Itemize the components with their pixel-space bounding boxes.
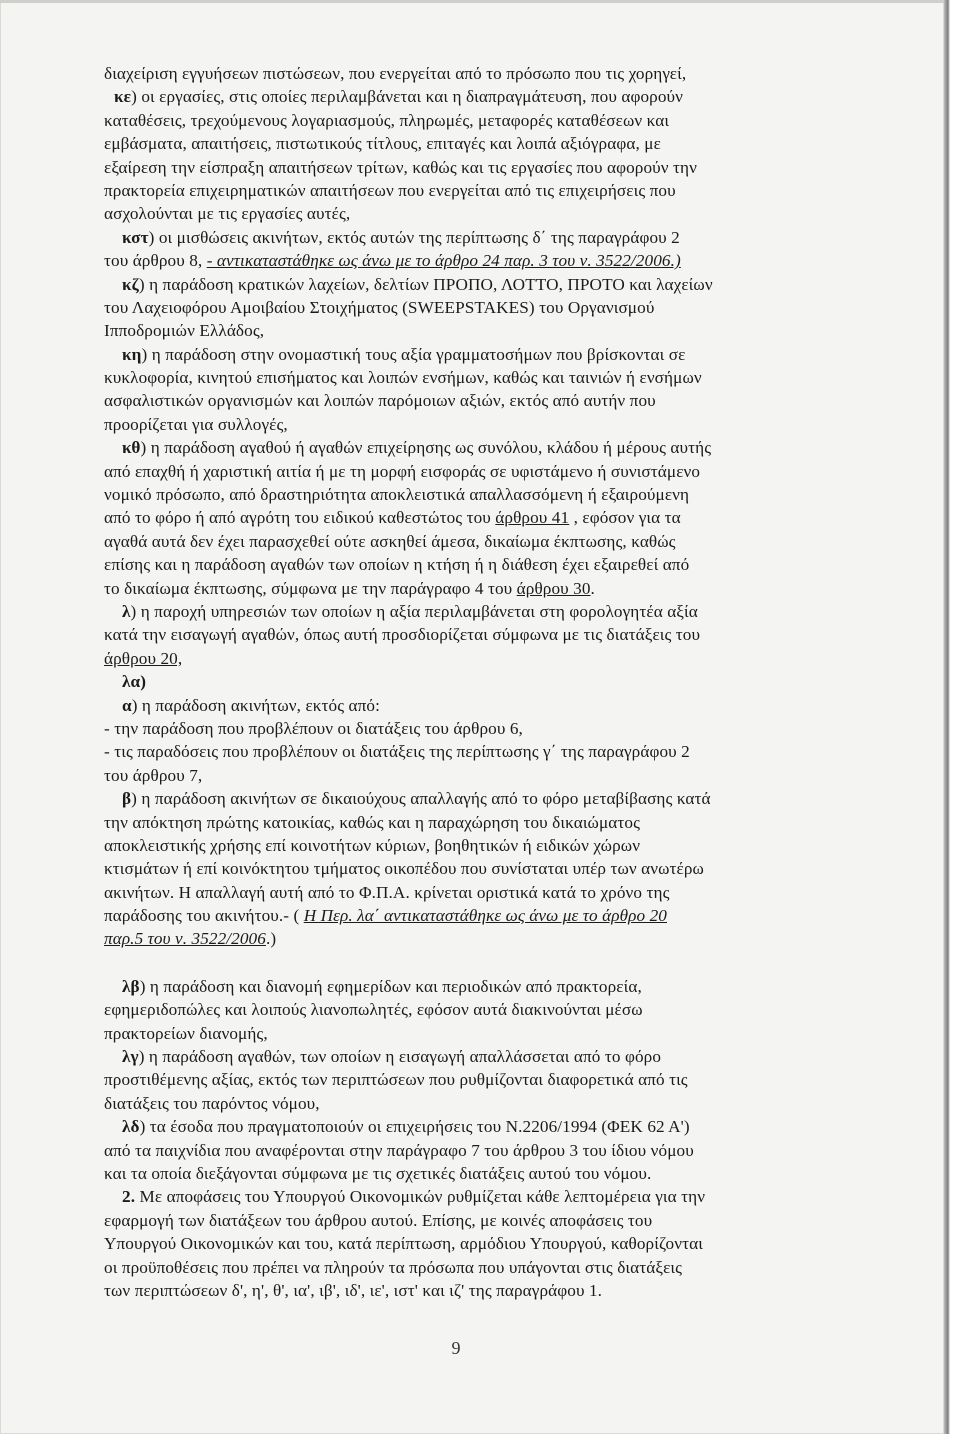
text-line [104, 951, 804, 975]
line-text: παράδοσης του ακινήτου.- ( [104, 906, 304, 926]
text-line [104, 1279, 804, 1302]
text-line [104, 249, 804, 272]
text-line [104, 647, 804, 670]
text-line [104, 389, 804, 412]
line-text: - την παράδοση που προβλέπουν οι διατάξεις του άρθρου 6, [104, 718, 523, 738]
scan-top-edge [0, 0, 944, 3]
text-line [104, 366, 804, 389]
text-line [104, 577, 804, 600]
line-text: ) η παράδοση και διανομή εφημερίδων και περιοδικών από πρακτορεία, [139, 976, 642, 996]
line-text: και τα οποία διεξάγονται σύμφωνα με τις σχετικές διατάξεις αυτού του νόμου. [104, 1163, 652, 1183]
line-label: β [122, 789, 132, 809]
line-text-tail: .) [265, 929, 277, 949]
line-text: ακινήτων. Η απαλλαγή αυτή από το Φ.Π.Α. κρίνεται οριστικά κατά το χρόνο της [104, 882, 670, 902]
line-text: κυκλοφορία, κινητού επισήματος και λοιπών ενσήμων, καθώς και ταινιών ή ενσήμων [104, 368, 702, 388]
text-line [104, 202, 804, 225]
text-line [104, 811, 804, 834]
line-text: επίσης και η παράδοση αγαθών των οποίων η κτήση ή η διάθεση έχει εξαιρεθεί από [104, 555, 690, 575]
text-line [104, 717, 804, 740]
line-text: του Λαχειοφόρου Αμοιβαίου Στοιχήματος (SWEEPSTAKES) του Οργανισμού [104, 297, 655, 317]
law-reference-link[interactable]: άρθρου 30 [516, 578, 591, 598]
line-text: διαχείριση εγγυήσεων πιστώσεων, που ενεργείται από το πρόσωπο που τις χορηγεί, [104, 64, 687, 83]
text-line [104, 623, 804, 646]
line-label: α [122, 695, 132, 715]
line-text: ) η παράδοση στην ονομαστική τους αξία γραμματοσήμων που βρίσκονται σε [141, 344, 686, 364]
line-text: κατά την εισαγωγή αγαθών, όπως αυτή προσδιορίζεται σύμφωνα με τις διατάξεις του [104, 625, 701, 645]
line-text: από τα παιχνίδια που αναφέρονται στην παράγραφο 7 του άρθρου 3 του ίδιου νόμου [104, 1140, 694, 1160]
line-text: ) οι μισθώσεις ακινήτων, εκτός αυτών της περίπτωσης δ΄ της παραγράφου 2 [148, 227, 680, 247]
text-line [104, 296, 804, 319]
line-text: ) η παράδοση κρατικών λαχείων, δελτίων ΠΡΟΠΟ, ΛΟΤΤΟ, ΠΡΟΤΟ και λαχείων [138, 274, 713, 294]
line-text: προορίζεται για συλλογές, [104, 414, 288, 434]
text-line [104, 226, 804, 249]
line-label: λ [122, 601, 131, 621]
text-line [104, 927, 804, 950]
law-reference-link[interactable]: άρθρου 41 [495, 508, 570, 528]
law-reference-link[interactable]: Η Περ. λα΄ αντικαταστάθηκε ως άνω με το άρθρο 20 [303, 906, 667, 926]
line-label: λα) [122, 672, 147, 692]
line-text: του άρθρου 8, [104, 251, 207, 271]
line-label: λβ [122, 976, 140, 996]
text-line [104, 1185, 804, 1208]
text-line [104, 109, 804, 132]
text-line [104, 694, 804, 717]
line-text: την απόκτηση πρώτης κατοικίας, καθώς και η παραχώρηση του δικαιώματος [104, 812, 640, 832]
line-text: από επαχθή ή χαριστική αιτία ή με τη μορφή εισφοράς σε υφιστάμενο ή συνιστάμενο [104, 461, 701, 481]
line-label: κζ [122, 274, 139, 294]
line-text: εφημεριδοπώλες και λοιπούς λιανοπωλητές, εφόσον αυτά διακινούνται μέσω [104, 1000, 643, 1020]
line-text: οι προϋποθέσεις που πρέπει να πληρούν τα πρόσωπα που υπάγονται στις διατάξεις [104, 1257, 683, 1277]
line-text: Ιπποδρομιών Ελλάδος, [104, 321, 265, 341]
law-reference-link[interactable]: άρθρου 20, [104, 648, 183, 668]
line-text: το δικαίωμα έκπτωσης, σύμφωνα με την παράγραφο 4 του [104, 578, 517, 598]
text-line [104, 132, 804, 155]
line-text: διατάξεις του παρόντος νόμου, [104, 1093, 320, 1113]
line-text: ) η παροχή υπηρεσιών των οποίων η αξία περιλαμβάνεται στη φορολογητέα αξία [130, 601, 698, 621]
text-line [104, 1256, 804, 1279]
text-line [104, 998, 804, 1021]
line-label: κστ [122, 227, 149, 247]
line-label: κθ [122, 438, 141, 458]
line-text: ) η παράδοση ακινήτων, εκτός από: [131, 695, 380, 715]
text-line [104, 460, 804, 483]
line-text: πρακτορεία επιχειρηματικών απαιτήσεων που ενεργείται από τις επιχειρήσεις που [104, 180, 676, 200]
line-label: κε [114, 87, 132, 107]
text-line [104, 530, 804, 553]
line-text: ) οι εργασίες, στις οποίες περιλαμβάνεται και η διαπραγμάτευση, που αφορούν [131, 87, 684, 107]
text-line [104, 553, 804, 576]
text-line [104, 1045, 804, 1068]
text-line [104, 413, 804, 436]
text-line [104, 670, 804, 693]
line-text: - τις παραδόσεις που προβλέπουν οι διατάξεις της περίπτωσης γ΄ της παραγράφου 2 [104, 742, 690, 762]
line-text: Με αποφάσεις του Υπουργού Οικονομικών ρυθμίζεται κάθε λεπτομέρεια για την [135, 1187, 706, 1207]
text-line [104, 156, 804, 179]
text-line [104, 506, 804, 529]
line-text: Υπουργού Οικονομικών και του, κατά περίπτωση, αρμόδιου Υπουργού, καθορίζονται [104, 1234, 703, 1254]
text-line [104, 857, 804, 880]
line-text: ) η παράδοση αγαθού ή αγαθών επιχείρησης ως συνόλου, κλάδου ή μέρους αυτής [140, 438, 712, 458]
line-text: πρακτορείων διανομής, [104, 1023, 268, 1043]
page-number: 9 [451, 1338, 461, 1358]
text-line [104, 1209, 804, 1232]
text-line [104, 975, 804, 998]
line-text: εφαρμογή των διατάξεων του άρθρου αυτού. Επίσης, με κοινές αποφάσεις του [104, 1210, 653, 1230]
line-text: προστιθέμενης αξίας, εκτός των περιπτώσεων που ρυθμίζονται διαφορετικά από τις [104, 1070, 688, 1090]
line-text: αγαθά αυτά δεν έχει παρασχεθεί ούτε ασκηθεί άμεσα, δικαίωμα έκπτωσης, καθώς [104, 531, 676, 551]
line-text: καταθέσεις, τρεχούμενους λογαριασμούς, πληρωμές, μεταφορές καταθέσεων και [104, 110, 670, 130]
line-text: ) τα έσοδα που πραγματοποιούν οι επιχειρήσεις του Ν.2206/1994 (ΦΕΚ 62 Α') [139, 1117, 690, 1137]
text-line [104, 834, 804, 857]
text-line [104, 787, 804, 810]
line-text: ) η παράδοση ακινήτων σε δικαιούχους απαλλαγής από το φόρο μεταβίβασης κατά [131, 789, 711, 809]
text-line [104, 1232, 804, 1255]
line-text: από το φόρο ή από αγρότη του ειδικού καθεστώτος του [104, 508, 496, 528]
line-text-tail: , εφόσον για τα [569, 508, 681, 528]
text-line [104, 1022, 804, 1045]
line-label: κη [122, 344, 142, 364]
line-text: αποκλειστικής χρήσης επί κοινοτήτων κύριων, βοηθητικών ή ειδικών χώρων [104, 835, 641, 855]
text-line [104, 1139, 804, 1162]
line-text: των περιπτώσεων δ', η', θ', ια', ιβ', ιδ', ιε', ιστ' και ιζ' της παραγράφου 1. [104, 1280, 603, 1300]
line-text: κτισμάτων ή επί κοινόκτητου τμήματος οικοπέδου που συνίσταται υπέρ των ανωτέρω [104, 859, 704, 879]
text-line [104, 179, 804, 202]
text-line [104, 600, 804, 623]
line-text: νομικό πρόσωπο, από δραστηριότητα αποκλειστικά απαλλασσόμενη ή εξαιρούμενη [104, 485, 690, 505]
law-reference-link[interactable]: παρ.5 του ν. 3522/2006 [104, 929, 266, 949]
text-line [104, 1162, 804, 1185]
line-text-tail: . [590, 578, 595, 598]
document-body [104, 62, 804, 1302]
text-line [104, 764, 804, 787]
text-line [104, 740, 804, 763]
text-line [104, 1092, 804, 1115]
text-line [104, 319, 804, 342]
text-line [104, 343, 804, 366]
text-line [104, 1115, 804, 1138]
text-line [104, 483, 804, 506]
text-line [104, 904, 804, 927]
text-line [104, 436, 804, 459]
line-text: εξαίρεση την είσπραξη απαιτήσεων τρίτων, καθώς και τις εργασίες που αφορούν την [104, 157, 698, 177]
text-line [104, 1068, 804, 1091]
text-line [104, 62, 804, 85]
line-text: ασφαλιστικών οργανισμών και λοιπών παρόμοιων αξιών, εκτός από αυτήν που [104, 391, 656, 411]
line-label: λδ [122, 1117, 140, 1137]
text-line [104, 273, 804, 296]
line-text: εμβάσματα, απαιτήσεις, πιστωτικούς τίτλους, επιταγές και λοιπά αξιόγραφα, με [104, 134, 661, 154]
line-label: λγ [122, 1047, 139, 1067]
text-line [104, 881, 804, 904]
line-label: 2. [122, 1187, 136, 1207]
line-text: ) η παράδοση αγαθών, των οποίων η εισαγωγή απαλλάσσεται από το φόρο [138, 1047, 662, 1067]
scan-right-edge [944, 0, 960, 1434]
line-text: του άρθρου 7, [104, 765, 203, 785]
line-text: ασχολούνται με τις εργασίες αυτές, [104, 204, 351, 224]
text-line [104, 85, 804, 108]
law-reference-link[interactable]: - αντικαταστάθηκε ως άνω με το άρθρο 24 παρ. 3 του ν. 3522/2006.) [206, 251, 681, 271]
